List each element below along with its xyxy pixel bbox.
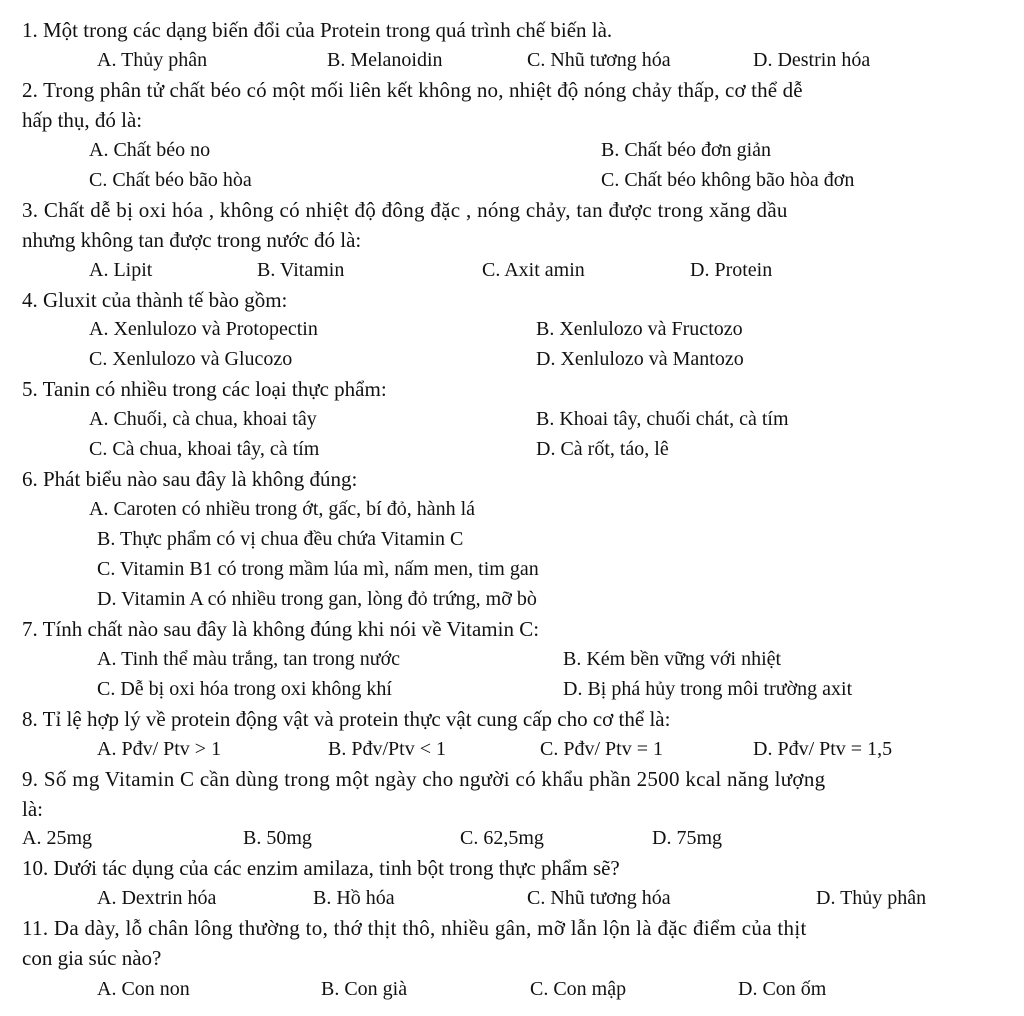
q11-option-c: C. Con mập <box>530 978 627 1000</box>
q9-option-a: A. 25mg <box>22 827 92 849</box>
question-7-text: 7. Tính chất nào sau đây là không đúng khi nói về Vitamin C: <box>22 617 540 641</box>
q7-option-b: B. Kém bền vững với nhiệt <box>563 648 782 670</box>
question-1-text: 1. Một trong các dạng biến đổi của Protein trong quá trình chế biến là. <box>22 18 613 42</box>
q5-option-a: A. Chuối, cà chua, khoai tây <box>89 408 317 430</box>
question-2-text-line-2: hấp thụ, đó là: <box>22 108 143 132</box>
question-11-text-line-2: con gia súc nào? <box>22 946 162 970</box>
q9-option-d: D. 75mg <box>652 827 722 849</box>
q10-option-b: B. Hồ hóa <box>313 887 395 909</box>
q5-option-b: B. Khoai tây, chuối chát, cà tím <box>536 408 789 430</box>
question-3-text-line-2: nhưng không tan được trong nước đó là: <box>22 228 362 252</box>
question-5-text: 5. Tanin có nhiều trong các loại thực phẩm: <box>22 377 387 401</box>
q2-option-b: B. Chất béo đơn giản <box>601 139 771 161</box>
q10-option-a: A. Dextrin hóa <box>97 887 217 909</box>
q11-option-a: A. Con non <box>97 978 190 1000</box>
question-9-text-line-2: là: <box>22 797 43 821</box>
q4-option-d: D. Xenlulozo và Mantozo <box>536 348 744 370</box>
question-2-text-line-1: 2. Trong phân tử chất béo có một mối liên kết không no, nhiệt độ nóng chảy thấp, cơ thể dễ <box>22 78 803 102</box>
q5-option-d: D. Cà rốt, táo, lê <box>536 438 669 460</box>
q3-option-d: D. Protein <box>690 259 773 281</box>
q4-option-a: A. Xenlulozo và Protopectin <box>89 318 318 340</box>
q2-option-a: A. Chất béo no <box>89 139 211 161</box>
q1-option-d: D. Destrin hóa <box>753 49 871 71</box>
q6-option-c: C. Vitamin B1 có trong mầm lúa mì, nấm men, tim gan <box>97 558 539 580</box>
q9-option-b: B. 50mg <box>243 827 312 849</box>
q8-option-c: C. Pđv/ Ptv = 1 <box>540 738 663 760</box>
q2-option-c2: C. Chất béo không bão hòa đơn <box>601 169 855 191</box>
q3-option-b: B. Vitamin <box>257 259 345 281</box>
q6-option-d: D. Vitamin A có nhiều trong gan, lòng đỏ trứng, mỡ bò <box>97 588 537 610</box>
q8-option-b: B. Pđv/Ptv < 1 <box>328 738 446 760</box>
question-4-text: 4. Gluxit của thành tế bào gồm: <box>22 288 288 312</box>
q9-option-c: C. 62,5mg <box>460 827 544 849</box>
q1-option-c: C. Nhũ tương hóa <box>527 49 671 71</box>
q3-option-c: C. Axit amin <box>482 259 585 281</box>
question-11-text-line-1: 11. Da dày, lỗ chân lông thường to, thớ thịt thô, nhiều gân, mỡ lẫn lộn là đặc điểm của thịt <box>22 916 807 940</box>
question-10-text: 10. Dưới tác dụng của các enzim amilaza, tinh bột trong thực phẩm sẽ? <box>22 856 620 880</box>
q1-option-a: A. Thủy phân <box>97 49 208 71</box>
question-3-text-line-1: 3. Chất dễ bị oxi hóa , không có nhiệt độ đông đặc , nóng chảy, tan được trong xăng dầu <box>22 198 788 222</box>
q3-option-a: A. Lipit <box>89 259 153 281</box>
q8-option-a: A. Pđv/ Ptv > 1 <box>97 738 222 760</box>
q5-option-c: C. Cà chua, khoai tây, cà tím <box>89 438 320 460</box>
question-8-text: 8. Tỉ lệ hợp lý về protein động vật và protein thực vật cung cấp cho cơ thể là: <box>22 707 671 731</box>
q10-option-d: D. Thủy phân <box>816 887 927 909</box>
q11-option-b: B. Con già <box>321 978 408 1000</box>
q11-option-d: D. Con ốm <box>738 978 827 1000</box>
q6-option-b: B. Thực phẩm có vị chua đều chứa Vitamin C <box>97 528 464 550</box>
q6-option-a: A. Caroten có nhiều trong ớt, gấc, bí đỏ, hành lá <box>89 498 476 520</box>
q1-option-b: B. Melanoidin <box>327 49 443 71</box>
question-9-text-line-1: 9. Số mg Vitamin C cần dùng trong một ngày cho người có khẩu phần 2500 kcal năng lượng <box>22 767 826 791</box>
q4-option-c: C. Xenlulozo và Glucozo <box>89 348 293 370</box>
q7-option-a: A. Tinh thể màu trắng, tan trong nước <box>97 648 401 670</box>
q2-option-c: C. Chất béo bão hòa <box>89 169 252 191</box>
q7-option-c: C. Dễ bị oxi hóa trong oxi không khí <box>97 678 392 700</box>
question-6-text: 6. Phát biểu nào sau đây là không đúng: <box>22 467 358 491</box>
q10-option-c: C. Nhũ tương hóa <box>527 887 671 909</box>
q8-option-d: D. Pđv/ Ptv = 1,5 <box>753 738 893 760</box>
q4-option-b: B. Xenlulozo và Fructozo <box>536 318 743 340</box>
q7-option-d: D. Bị phá hủy trong môi trường axit <box>563 678 853 700</box>
